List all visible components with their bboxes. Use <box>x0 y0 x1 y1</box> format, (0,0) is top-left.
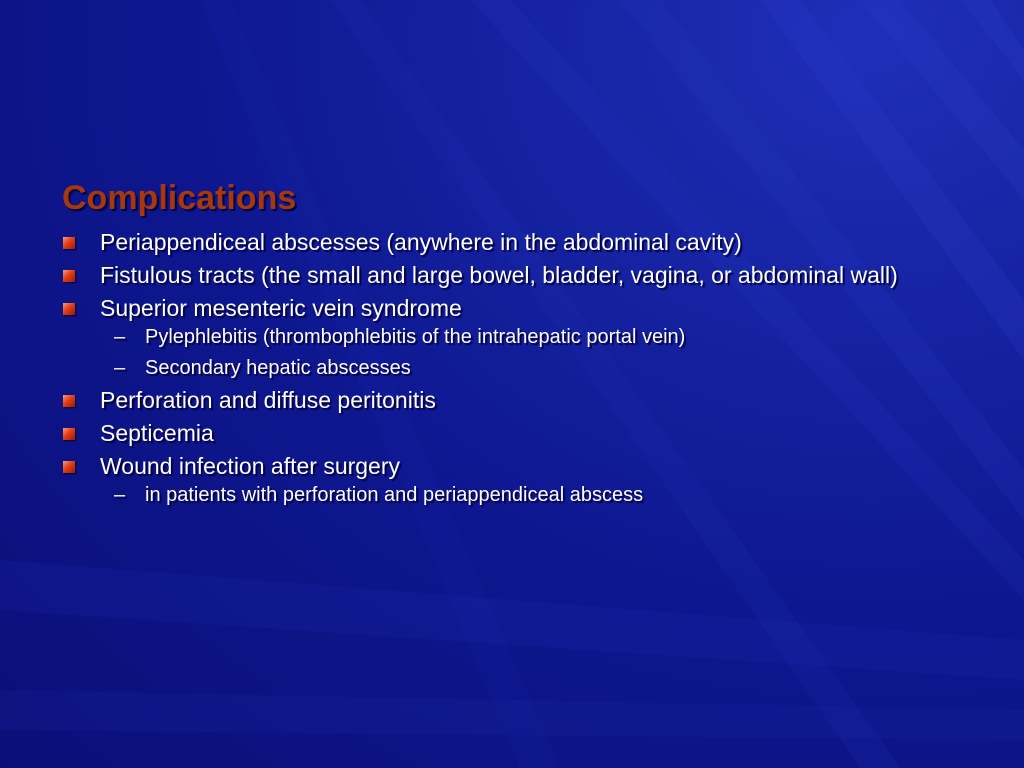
red-square-bullet-icon <box>63 461 75 473</box>
sub-list-item-text: Pylephlebitis (thrombophlebitis of the intrahepatic portal vein) <box>145 326 686 348</box>
list-item <box>62 230 942 254</box>
sub-list-item-text: Secondary hepatic abscesses <box>145 357 411 379</box>
dash-bullet: – <box>114 326 126 348</box>
list-item <box>62 296 942 379</box>
list-item-text: Septicemia <box>100 420 214 446</box>
red-square-bullet-icon <box>63 395 75 407</box>
sub-list <box>100 326 942 379</box>
sub-list-item <box>100 484 942 506</box>
red-square-bullet-icon <box>63 237 75 249</box>
slide-title: Complications <box>62 179 297 217</box>
list-item <box>62 263 942 287</box>
list-item-text: Fistulous tracts (the small and large bowel, bladder, vagina, or abdominal wall) <box>100 262 898 288</box>
red-square-bullet-icon <box>63 428 75 440</box>
sub-list-item <box>100 326 942 348</box>
sub-list <box>100 484 942 506</box>
list-item <box>62 388 942 412</box>
sub-list-item <box>100 357 942 379</box>
list-item <box>62 454 942 506</box>
sub-list-item-text: in patients with perforation and periappendiceal abscess <box>145 484 644 506</box>
red-square-bullet-icon <box>63 270 75 282</box>
bullet-list <box>62 224 942 506</box>
list-item <box>62 421 942 445</box>
list-item-text: Wound infection after surgery <box>100 453 401 479</box>
list-item-text: Superior mesenteric vein syndrome <box>100 295 462 321</box>
dash-bullet: – <box>114 484 126 506</box>
list-item-text: Periappendiceal abscesses (anywhere in the abdominal cavity) <box>100 229 742 255</box>
dash-bullet: – <box>114 357 126 379</box>
list-item-text: Perforation and diffuse peritonitis <box>100 387 436 413</box>
red-square-bullet-icon <box>63 303 75 315</box>
